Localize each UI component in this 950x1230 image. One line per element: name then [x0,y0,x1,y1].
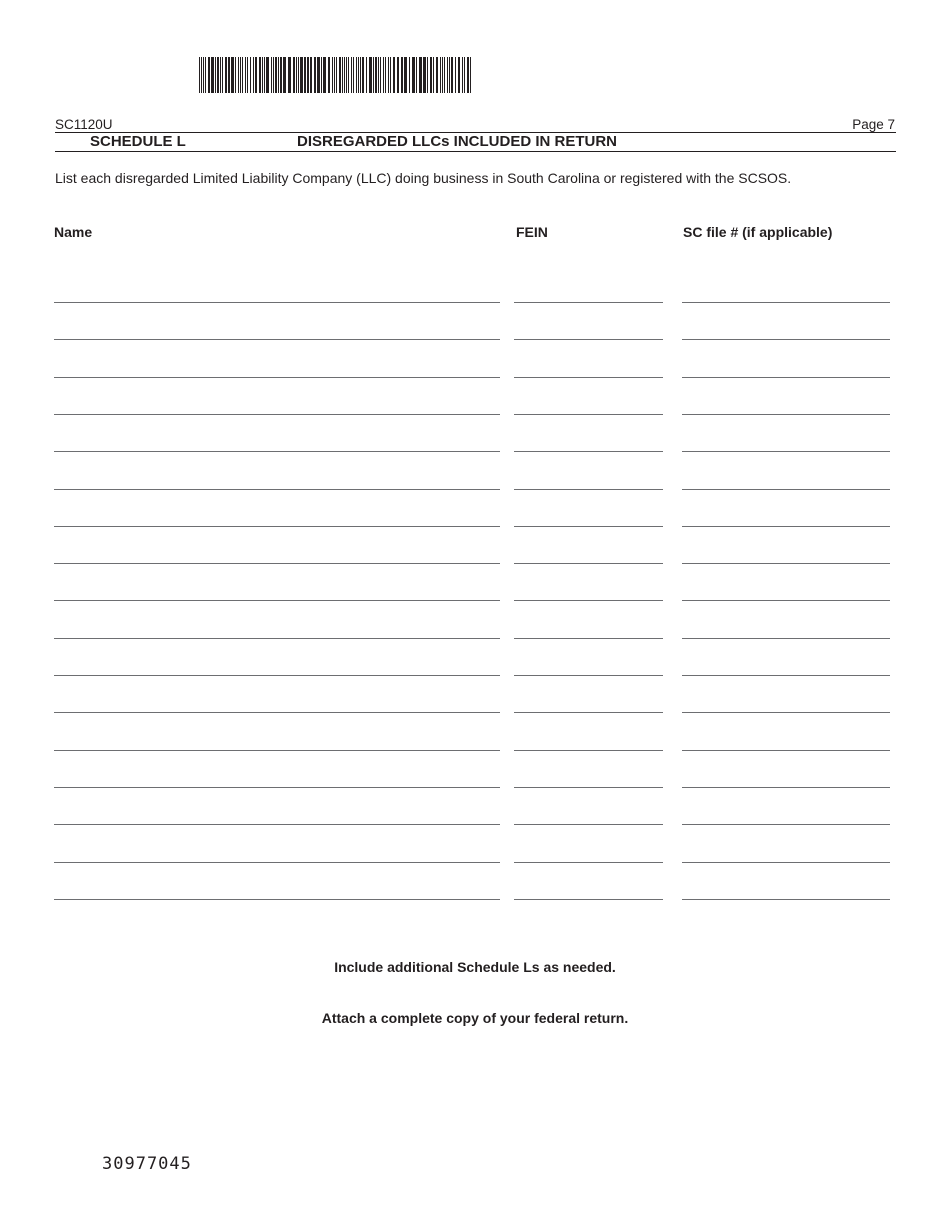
name-field[interactable] [54,750,500,751]
sc-file-field[interactable] [682,675,890,676]
sc-file-field[interactable] [682,638,890,639]
sc-file-field[interactable] [682,377,890,378]
name-field[interactable] [54,712,500,713]
fein-field[interactable] [514,339,663,340]
column-header-sc-file: SC file # (if applicable) [683,224,833,240]
note-attach-federal-return: Attach a complete copy of your federal return. [321,1010,629,1026]
form-id: SC1120U [55,117,113,132]
name-field[interactable] [54,339,500,340]
fein-field[interactable] [514,899,663,900]
sc-file-field[interactable] [682,787,890,788]
header-bottom-rule [55,151,896,152]
sc-file-field[interactable] [682,339,890,340]
name-field[interactable] [54,489,500,490]
sc-file-field[interactable] [682,489,890,490]
sc-file-field[interactable] [682,563,890,564]
name-field[interactable] [54,787,500,788]
column-header-name: Name [54,224,93,240]
barcode [199,57,471,93]
fein-field[interactable] [514,750,663,751]
fein-field[interactable] [514,526,663,527]
name-field[interactable] [54,862,500,863]
fein-field[interactable] [514,377,663,378]
sc-file-field[interactable] [682,526,890,527]
sc-file-field[interactable] [682,600,890,601]
fein-field[interactable] [514,675,663,676]
fein-field[interactable] [514,824,663,825]
document-number: 30977045 [102,1154,192,1174]
fein-field[interactable] [514,862,663,863]
name-field[interactable] [54,899,500,900]
name-field[interactable] [54,526,500,527]
instructions-text: List each disregarded Limited Liability Company (LLC) doing business in South Carolina or registered with the SCSOS. [55,170,792,186]
fein-field[interactable] [514,787,663,788]
sc-file-field[interactable] [682,750,890,751]
sc-file-field[interactable] [682,824,890,825]
sc-file-field[interactable] [682,414,890,415]
name-field[interactable] [54,302,500,303]
fein-field[interactable] [514,563,663,564]
name-field[interactable] [54,600,500,601]
name-field[interactable] [54,824,500,825]
name-field[interactable] [54,377,500,378]
name-field[interactable] [54,675,500,676]
sc-file-field[interactable] [682,451,890,452]
fein-field[interactable] [514,600,663,601]
fein-field[interactable] [514,489,663,490]
sc-file-field[interactable] [682,712,890,713]
name-field[interactable] [54,451,500,452]
name-field[interactable] [54,638,500,639]
name-field[interactable] [54,414,500,415]
fein-field[interactable] [514,302,663,303]
schedule-label: SCHEDULE L [90,133,186,150]
sc-file-field[interactable] [682,899,890,900]
fein-field[interactable] [514,414,663,415]
fein-field[interactable] [514,638,663,639]
sc-file-field[interactable] [682,862,890,863]
sc-file-field[interactable] [682,302,890,303]
note-additional-schedules: Include additional Schedule Ls as needed. [334,959,616,975]
fein-field[interactable] [514,712,663,713]
page-number: Page 7 [852,117,895,132]
name-field[interactable] [54,563,500,564]
schedule-title: DISREGARDED LLCs INCLUDED IN RETURN [297,133,618,150]
column-header-fein: FEIN [516,224,548,240]
fein-field[interactable] [514,451,663,452]
